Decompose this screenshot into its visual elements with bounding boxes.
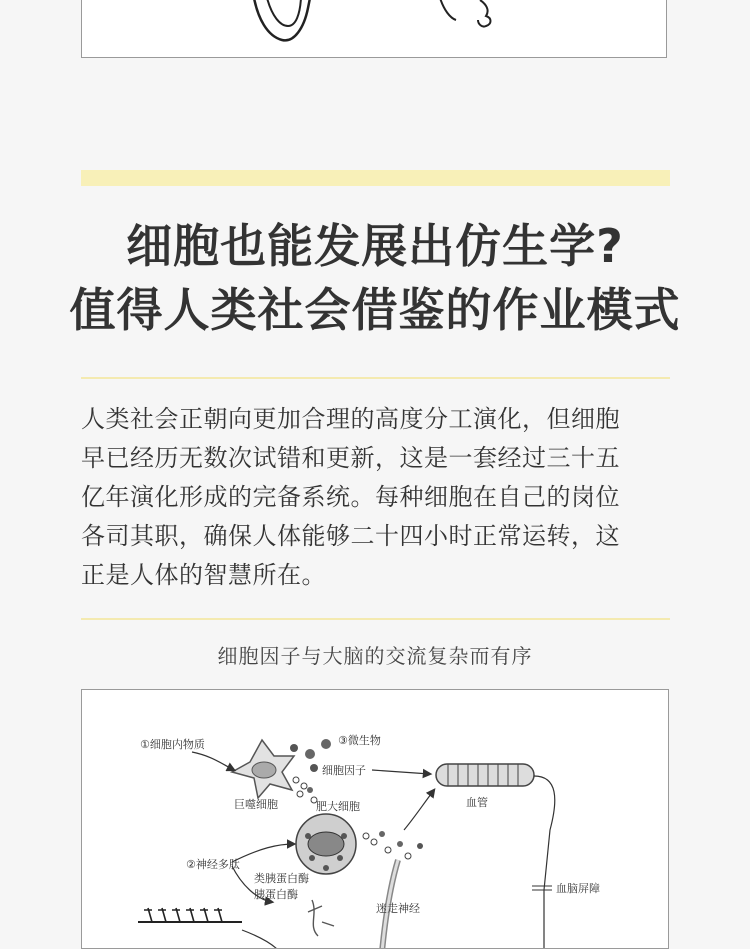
divider-bottom xyxy=(81,618,670,620)
blood-vessel xyxy=(436,764,534,786)
label-neuropeptide: ②神经多肽 xyxy=(186,858,240,871)
label-vagus-nerve: 迷走神经 xyxy=(376,902,420,915)
divider-top xyxy=(81,377,670,379)
title-line-1: 细胞也能发展出仿生学? xyxy=(126,219,624,273)
body-paragraph xyxy=(81,400,670,595)
label-intracellular: ①细胞内物质 xyxy=(140,738,205,751)
label-cytokine: 细胞因子 xyxy=(322,764,366,777)
cartoon-illustration xyxy=(82,0,668,58)
cytokine-brain-diagram xyxy=(81,689,669,949)
section-highlight-band xyxy=(81,170,670,186)
label-mast-cell: 肥大细胞 xyxy=(316,800,360,813)
paragraph-line: 正是人体的智慧所在。 xyxy=(81,561,326,589)
paragraph-line: 早已经历无数次试错和更新，这是一套经过三十五 xyxy=(81,444,620,472)
label-trypsin: 胰蛋白酶 xyxy=(254,888,298,901)
label-bbb: 血脑屏障 xyxy=(556,882,600,895)
paragraph-line: 人类社会正朝向更加合理的高度分工演化，但细胞 xyxy=(81,405,620,433)
figure-caption: 细胞因子与大脑的交流复杂而有序 xyxy=(217,644,533,668)
label-microbe: ③微生物 xyxy=(338,734,381,747)
mast-cell xyxy=(296,814,356,874)
label-trypsin-like: 类胰蛋白酶 xyxy=(254,872,309,885)
diagram-svg xyxy=(82,690,669,949)
top-illustration-frame xyxy=(81,0,667,58)
paragraph-line: 亿年演化形成的完备系统。每种细胞在自己的岗位 xyxy=(81,483,620,511)
label-blood-vessel: 血管 xyxy=(466,796,488,809)
label-macrophage: 巨噬细胞 xyxy=(234,798,278,811)
title-line-2: 值得人类社会借鉴的作业模式 xyxy=(69,283,681,337)
paragraph-line: 各司其职，确保人体能够二十四小时正常运转，这 xyxy=(81,522,620,550)
